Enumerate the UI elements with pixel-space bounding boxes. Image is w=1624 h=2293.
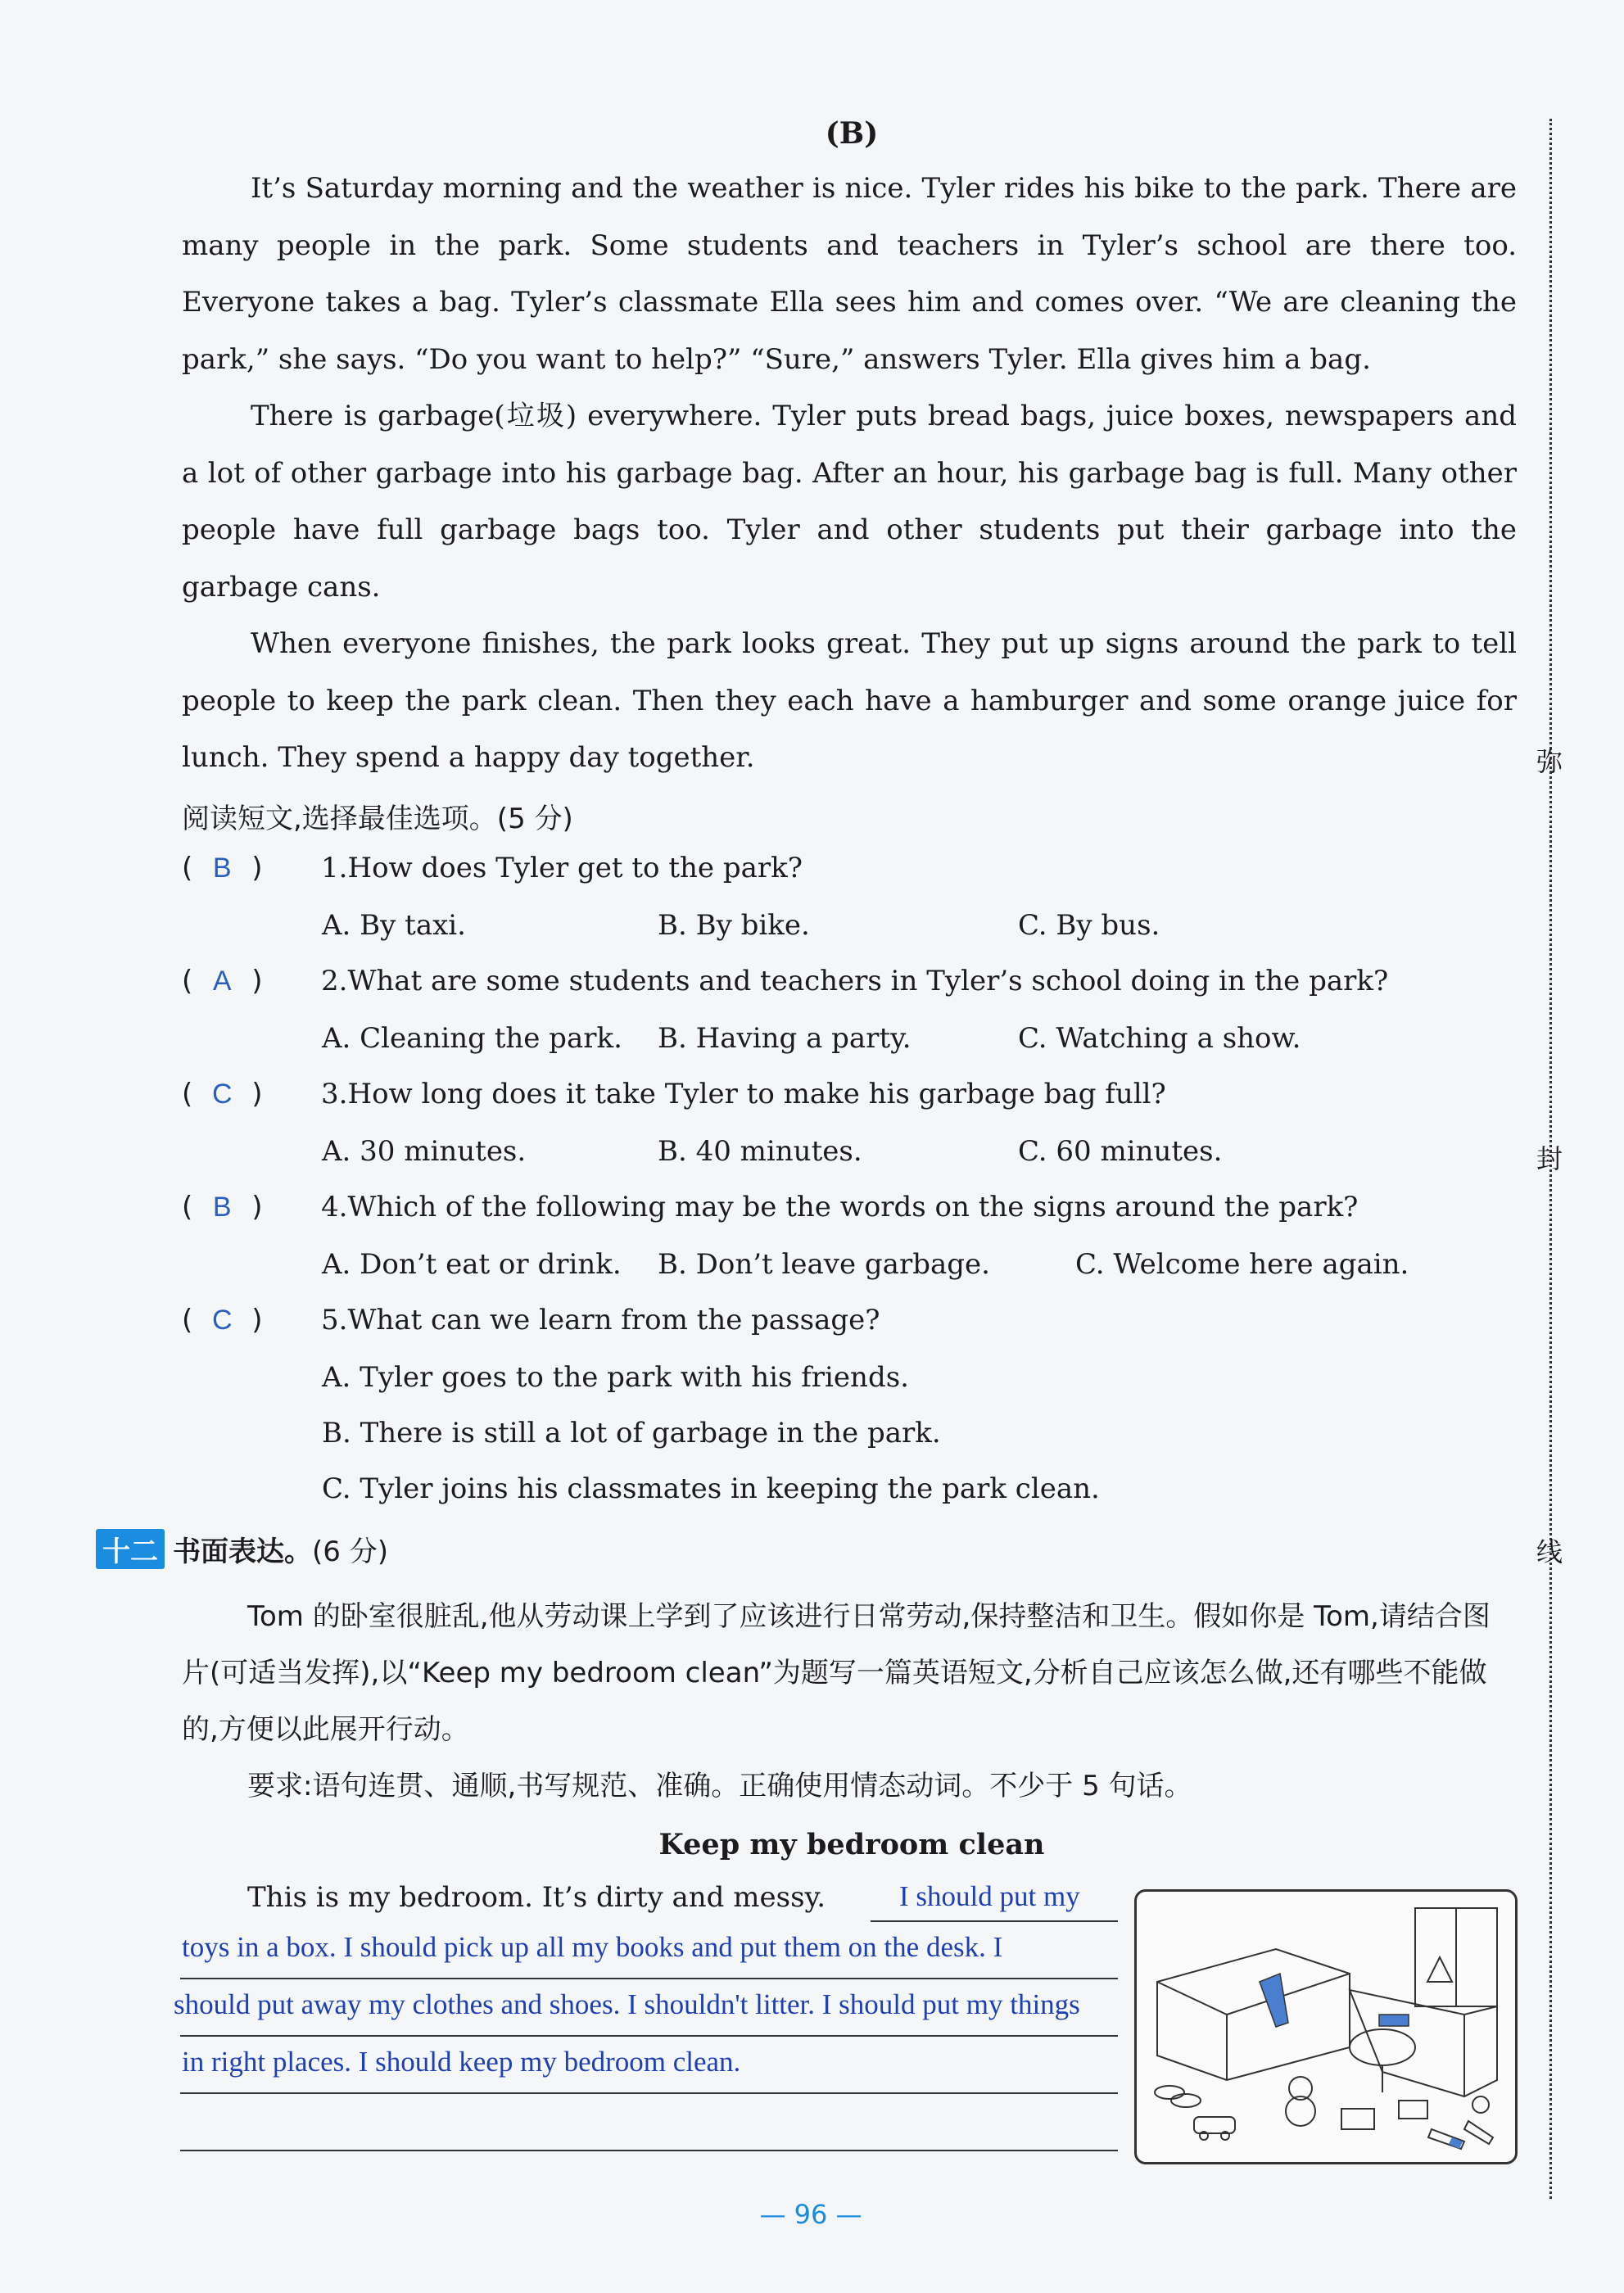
- option: C. Watching a show.: [1018, 1022, 1301, 1055]
- answer-4: B: [212, 1192, 232, 1223]
- question-4: ( B ) 4.Which of the following may be the words on the signs around the park?: [182, 1191, 1359, 1223]
- writing-instructions: [182, 1589, 1517, 1815]
- section-12-score: (6 分): [312, 1535, 388, 1568]
- option: C. Tyler joins his classmates in keeping the park clean.: [322, 1472, 1100, 1505]
- messy-bedroom-illustration: [1134, 1889, 1518, 2164]
- bedroom-drawing: [1137, 1892, 1515, 2162]
- answer-3: C: [211, 1079, 233, 1110]
- questions-heading: 阅读短文,选择最佳选项。(5 分): [182, 803, 573, 835]
- question-5: ( C ) 5.What can we learn from the passage?: [182, 1304, 880, 1336]
- question-5-text: What can we learn from the passage?: [347, 1304, 880, 1336]
- question-4-text: Which of the following may be the words on the signs around the park?: [347, 1191, 1359, 1223]
- blue-book-shape: [1379, 2015, 1409, 2026]
- page-number: — 96 —: [759, 2199, 862, 2230]
- option: A. Tyler goes to the park with his friends.: [322, 1361, 909, 1394]
- passage-paragraph-1: It’s Saturday morning and the weather is nice. Tyler rides his bike to the park. There are many people in the park. Some students and teachers in Tyler’s school are there too. Everyone takes a bag. Tyler’s classmate Ella sees him and comes over. “We are cleaning the park,” she says. “Do you want to help?” “Sure,” answers Tyler. Ella gives him a bag.: [182, 172, 1517, 376]
- instruction-requirements: 要求:语句连贯、通顺,书写规范、准确。正确使用情态动词。不少于 5 句话。: [247, 1770, 1192, 1802]
- section-12-title: 书面表达。: [173, 1535, 312, 1568]
- option: A. Don’t eat or drink.: [322, 1248, 622, 1281]
- option: A. Cleaning the park.: [322, 1022, 622, 1055]
- question-3: ( C ) 3.How long does it take Tyler to make his garbage bag full?: [182, 1078, 1166, 1110]
- writing-rule: [871, 1920, 1118, 1922]
- passage-paragraph-3: When everyone finishes, the park looks great. They put up signs around the park to tell people to keep the park clean. Then they each have a hamburger and some orange juice for lunch. They spend a happy day together.: [182, 627, 1517, 774]
- question-3-text: How long does it take Tyler to make his garbage bag full?: [347, 1078, 1166, 1110]
- writing-rule: [180, 1978, 1118, 1979]
- essay-handwritten-line-4: in right places. I should keep my bedroom clean.: [182, 2046, 741, 2078]
- book-shape: [1341, 2109, 1374, 2129]
- answer-1: B: [212, 853, 232, 884]
- section-label: (B): [825, 116, 879, 151]
- bed-shape: [1157, 1949, 1350, 2080]
- answer-5: C: [211, 1305, 233, 1336]
- essay-title: Keep my bedroom clean: [658, 1828, 1045, 1861]
- option: C. By bus.: [1018, 909, 1160, 942]
- binding-char-1: 弥: [1536, 746, 1563, 777]
- essay-printed-start: This is my bedroom. It’s dirty and messy.: [247, 1881, 826, 1914]
- essay-handwritten-line-1: I should put my: [899, 1880, 1080, 1912]
- question-2-text: What are some students and teachers in Tyler’s school doing in the park?: [347, 965, 1389, 997]
- binding-char-2: 封: [1536, 1143, 1563, 1174]
- option: B. 40 minutes.: [658, 1135, 862, 1168]
- question-1: ( B ) 1.How does Tyler get to the park?: [182, 852, 803, 884]
- question-1-text: How does Tyler get to the park?: [347, 852, 803, 884]
- option: B. Don’t leave garbage.: [658, 1248, 990, 1281]
- toy-car-shape: [1194, 2117, 1235, 2133]
- answer-2: A: [212, 966, 232, 997]
- option: B. Having a party.: [658, 1022, 912, 1055]
- option: A. By taxi.: [322, 909, 466, 942]
- section-12-number: 十二: [96, 1529, 165, 1569]
- writing-rule: [180, 2150, 1118, 2151]
- question-2: ( A ) 2.What are some students and teachers in Tyler’s school doing in the park?: [182, 965, 1389, 997]
- binding-char-3: 线: [1536, 1536, 1563, 1567]
- writing-rule: [180, 2035, 1118, 2037]
- reading-passage: [182, 161, 1517, 787]
- option: A. 30 minutes.: [322, 1135, 527, 1168]
- shoe-shape: [1155, 2086, 1184, 2099]
- essay-handwritten-line-2: toys in a box. I should pick up all my books and put them on the desk. I: [182, 1931, 1003, 1963]
- jeans-shape: [1260, 1974, 1288, 2027]
- option: C. 60 minutes.: [1018, 1135, 1223, 1168]
- essay-handwritten-line-3: should put away my clothes and shoes. I shouldn't litter. I should put my things: [174, 1988, 1080, 2020]
- instruction-paragraph: Tom 的卧室很脏乱,他从劳动课上学到了应该进行日常劳动,保持整洁和卫生。假如你是 Tom,请结合图片(可适当发挥),以“Keep my bedroom clean”为题写一篇英语短文,分析自己应该怎么做,还有哪些不能做的,方便以此展开行动。: [182, 1600, 1491, 1746]
- writing-rule: [180, 2092, 1118, 2094]
- chair-shape: [1350, 2029, 1415, 2065]
- passage-paragraph-2: There is garbage(垃圾) everywhere. Tyler puts bread bags, juice boxes, newspapers and a lot of other garbage into his garbage bag. After an hour, his garbage bag is full. Many other people have full garbage bags too. Tyler and other students put their garbage into the garbage cans.: [182, 400, 1517, 604]
- section-12-heading: [96, 1529, 388, 1569]
- option: C. Welcome here again.: [1075, 1248, 1409, 1281]
- option: B. By bike.: [658, 909, 810, 942]
- option: B. There is still a lot of garbage in the park.: [322, 1417, 941, 1450]
